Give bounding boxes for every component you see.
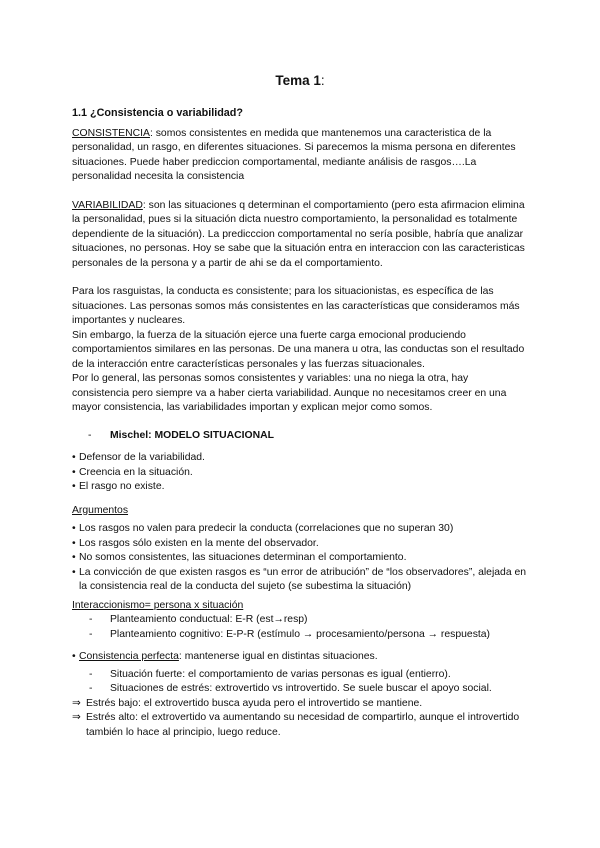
consistencia-paragraph (72, 127, 528, 185)
dash-marker: - (89, 614, 93, 625)
consistencia-perfecta-item (72, 650, 528, 665)
list-item: • El rasgo no existe. (72, 480, 528, 495)
list-item: • Creencia en la situación. (72, 466, 528, 481)
variabilidad-term: VARIABILIDAD (72, 199, 143, 211)
list-item: ⇒ Estrés bajo: el extrovertido busca ayuda pero el introvertido se mantiene. (72, 697, 528, 712)
mischel-heading (88, 429, 528, 444)
paragraph-fuerza-situacion: Sin embargo, la fuerza de la situación ejerce una fuerte carga emocional produciendo comportamientos similares en las personas. De una manera u otra, las conductas son el resultado de la interacción entre características personales y las fuerzas situacionales. (72, 329, 525, 370)
argumentos-heading: Argumentos (72, 504, 129, 516)
mischel-bullet-list (72, 451, 528, 495)
list-item: • Defensor de la variabilidad. (72, 451, 528, 466)
dash-marker: - (88, 429, 92, 441)
document-body (72, 106, 528, 740)
bullet-marker: • (72, 466, 76, 478)
argumentos-list (72, 522, 528, 595)
page-title (0, 73, 600, 88)
list-item: • La convicción de que existen rasgos es “un error de atribución” de “los observadores”, alejada en la consistencia real de la conducta del sujeto (se subestima la situación) (72, 566, 528, 595)
mischel-title: Mischel: MODELO SITUACIONAL (110, 429, 274, 441)
title-main: Tema 1 (275, 73, 321, 88)
section-heading: 1.1 ¿Consistencia o variabilidad? (72, 107, 243, 119)
variabilidad-paragraph (72, 199, 528, 272)
paragraph-rasguistas: Para los rasguistas, la conducta es consistente; para los situacionistas, es específica de las situaciones. Las personas somos más consistentes en las características que consideramos más importantes y nucleares. (72, 286, 520, 326)
bullet-marker: • (72, 566, 76, 578)
list-item: - Planteamiento conductual: E-R (est→resp) (72, 613, 528, 628)
bullet-marker: • (72, 523, 76, 534)
estres-list (72, 697, 528, 741)
consistencia-term: CONSISTENCIA (72, 127, 150, 139)
consistencia-perfecta-term: Consistencia perfecta (79, 651, 179, 662)
dash-marker: - (89, 683, 93, 694)
arrow-icon: ⇒ (72, 712, 81, 723)
list-item: - Situaciones de estrés: extrovertido vs introvertido. Se suele buscar el apoyo social. (72, 682, 528, 697)
consistencia-perfecta-list (72, 668, 528, 697)
list-item: ⇒ Estrés alto: el extrovertido va aumentando su necesidad de compartirlo, aunque el introvertido también lo hace al principio, luego reduce. (72, 711, 528, 740)
list-item: - Planteamiento cognitivo: E-P-R (estímulo → procesamiento/persona → respuesta) (72, 628, 528, 643)
dash-marker: - (89, 628, 93, 640)
consistencia-text: : somos consistentes en medida que mantenemos una caracteristica de la personalidad, un rasgo, en diferentes situaciones. Si parecemos la misma persona en diferentes situaciones. Puede haber prediccion comportamental, mediante análisis de rasgos….La personalidad necesita la consistencia (72, 127, 516, 182)
bullet-marker: • (72, 481, 76, 492)
bullet-marker: • (72, 651, 76, 662)
list-item: • Los rasgos sólo existen en la mente del observador. (72, 537, 528, 552)
bullet-marker: • (72, 452, 76, 463)
bullet-marker: • (72, 552, 76, 563)
paragraph-consistentes-variables: Por lo general, las personas somos consistentes y variables: una no niega la otra, hay consistencia pero siempre va a haber cierta variabilidad. Aunque no necesitamos creer en una mayor consistencia, las variabilidades importan y explican mejor como somos. (72, 373, 507, 413)
interaccionismo-heading: Interaccionismo= persona x situación (72, 599, 244, 611)
title-suffix: : (320, 73, 325, 88)
bullet-marker: • (72, 537, 76, 549)
interaccionismo-list (72, 613, 528, 642)
list-item: • Los rasgos no valen para predecir la conducta (correlaciones que no superan 30) (72, 522, 528, 537)
dash-marker: - (89, 668, 93, 680)
variabilidad-text: : son las situaciones q determinan el comportamiento (pero esta afirmacion elimina la personalidad, pues si la situación dicta nuestro comportamiento, la personalidad es totalmente dependiente de la situación). La predicccion comportamental no sería posible, habría que analizar situaciones, no personas. Hoy se sabe que la situación entra en interaccion con las caracteristicas personales de la persona y a partir de ahi se da el comportamiento. (72, 199, 525, 269)
list-item: - Situación fuerte: el comportamiento de varias personas es igual (entierro). (72, 668, 528, 683)
consistencia-perfecta-text: : mantenerse igual en distintas situaciones. (178, 651, 378, 662)
list-item: • No somos consistentes, las situaciones determinan el comportamiento. (72, 551, 528, 566)
arrow-icon: ⇒ (72, 697, 81, 709)
